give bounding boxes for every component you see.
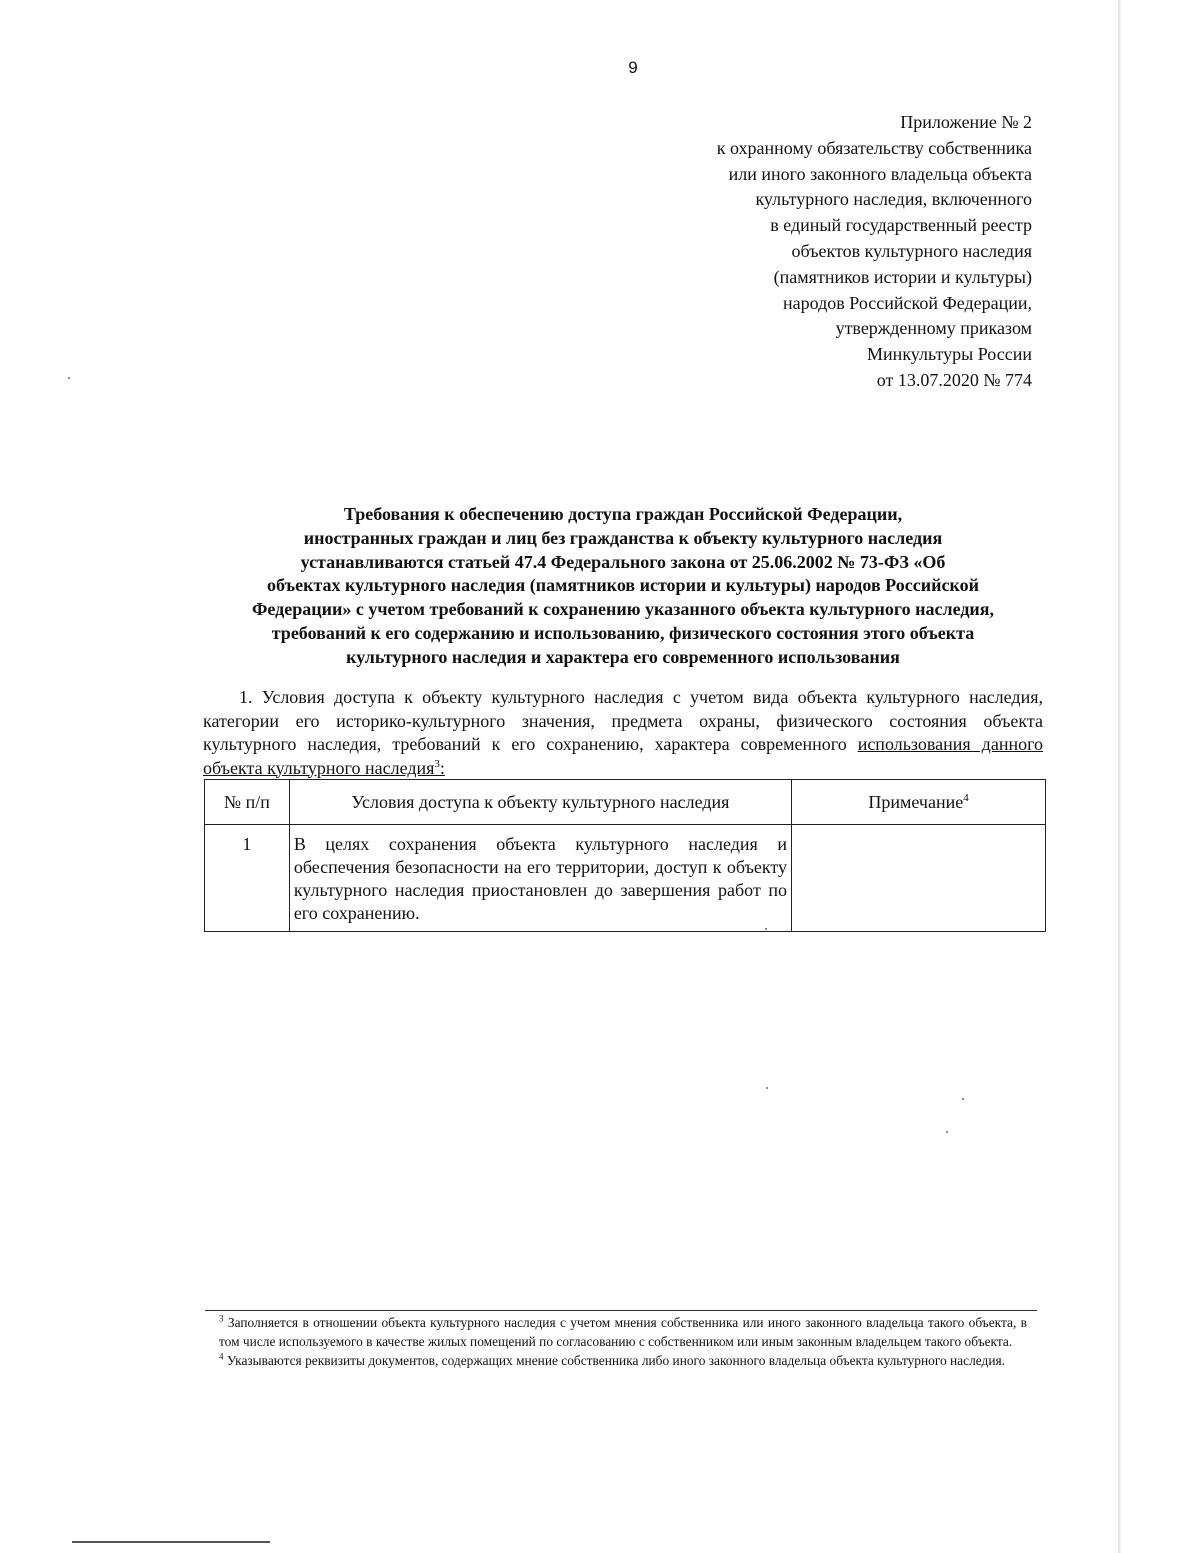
page-number: 9 xyxy=(628,58,638,77)
appendix-line: Минкультуры России xyxy=(867,344,1032,365)
heading-line: устанавливаются статьей 47.4 Федерального закона от 25.06.2002 № 73-ФЗ «Об xyxy=(300,551,946,572)
heading-line: Требования к обеспечению доступа граждан Российской Федерации, xyxy=(343,504,903,524)
header-condition: Условия доступа к объекту культурного наследия xyxy=(289,780,791,825)
footnote-separator xyxy=(205,1310,1037,1311)
document-heading xyxy=(200,503,1046,670)
heading-line: объектах культурного наследия (памятников истории и культуры) народов Российской xyxy=(267,575,979,596)
appendix-line: (памятников истории и культуры) xyxy=(773,266,1032,287)
bottom-scan-line xyxy=(72,1541,270,1543)
footnote-ref-3[interactable]: 3 xyxy=(434,757,440,770)
header-num: № п/п xyxy=(205,780,290,825)
scan-speck xyxy=(946,1131,948,1133)
appendix-line: народов Российской Федерации, xyxy=(783,292,1032,313)
paragraph-text: 1. Условия доступа к объекту культурного наследия с учетом вида объекта культурного наследия, категории его историко-культурного значения, предмета охраны, физического состояния объекта культурного наследия, требований к его сохранению, характера современного xyxy=(203,687,1043,754)
cell-note xyxy=(792,825,1046,932)
header-note: Примечание$^4$ xyxy=(792,780,1046,825)
table-row xyxy=(205,825,1046,932)
footnote-3: $^3$ Заполняется в отношении объекта культурного наследия с учетом мнения собственника или иного законного владельца такого объекта, в том числе используемого в качестве жилых помещений по согласованию с собственником или иным законным владельцем такого объекта. xyxy=(219,1313,1027,1350)
footnotes xyxy=(219,1313,1027,1371)
appendix-line: к охранному обязательству собственника xyxy=(716,137,1032,158)
heading-line: требований к его содержанию и использованию, физического состояния этого объекта xyxy=(271,622,975,643)
footnote-ref-4[interactable]: 4 xyxy=(963,791,969,804)
heading-line: Федерации» с учетом требований к сохранению указанного объекта культурного наследия, xyxy=(251,599,995,620)
appendix-line: или иного законного владельца объекта xyxy=(728,163,1032,184)
scan-speck xyxy=(68,377,70,379)
appendix-block xyxy=(612,110,1032,394)
appendix-line: культурного наследия, включенного xyxy=(755,189,1032,210)
appendix-line: в единый государственный реестр xyxy=(770,215,1032,236)
table-header-row xyxy=(205,780,1046,825)
access-conditions-table xyxy=(204,779,1046,932)
heading-line: культурного наследия и характера его современного использования xyxy=(346,646,900,667)
paragraph-last-line: использования данного объекта культурного наследия$^3$: xyxy=(203,734,1044,778)
scan-speck xyxy=(766,1087,768,1089)
footnote-4: $^4$ Указываются реквизиты документов, содержащих мнение собственника либо иного законного владельца объекта культурного наследия. xyxy=(219,1351,1006,1369)
appendix-line: объектов культурного наследия xyxy=(791,240,1032,261)
cell-num: 1 xyxy=(205,825,290,932)
cell-condition: В целях сохранения объекта культурного наследия и обеспечения безопасности на его территории, доступ к объекту культурного наследия приостановлен до завершения работ по его сохранению. xyxy=(289,825,791,932)
access-conditions-paragraph xyxy=(203,686,1043,780)
appendix-line: Приложение № 2 xyxy=(900,112,1032,132)
scan-speck xyxy=(765,928,767,930)
appendix-line: утвержденному приказом xyxy=(835,318,1032,339)
heading-line: иностранных граждан и лиц без гражданства к объекту культурного наследия xyxy=(303,527,943,548)
scan-speck xyxy=(962,1098,964,1100)
appendix-line: от 13.07.2020 № 774 xyxy=(876,369,1032,390)
scan-edge xyxy=(1118,0,1122,1553)
